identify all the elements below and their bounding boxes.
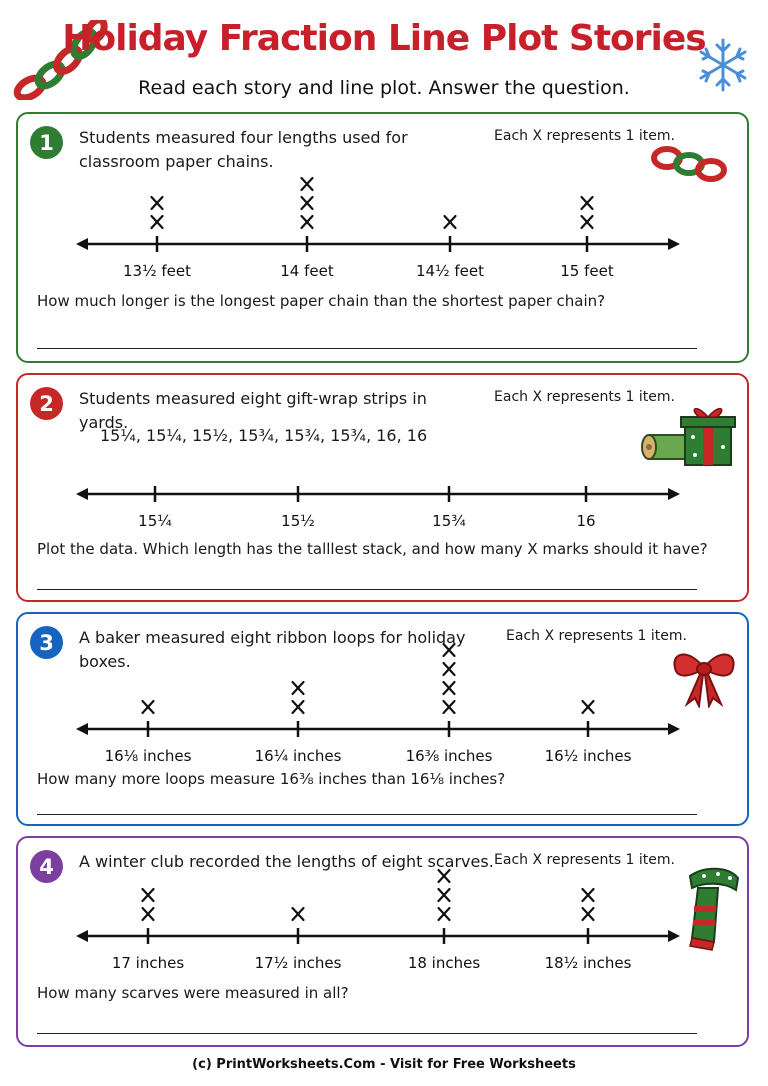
line-plot <box>18 114 751 365</box>
problem-story: A baker measured eight ribbon loops for holiday boxes. <box>79 628 466 671</box>
tick-label: 17 inches <box>111 954 185 972</box>
arrow-right <box>668 238 680 250</box>
arrow-right <box>668 488 680 500</box>
x-mark <box>152 216 163 228</box>
x-mark <box>583 701 594 713</box>
tick-label: 16½ inches <box>544 747 632 765</box>
problem-card-2 <box>16 373 749 602</box>
problem-number-badge: 2 <box>30 387 63 420</box>
x-mark <box>439 870 450 882</box>
tick-label: 16⅜ inches <box>405 747 493 765</box>
x-mark <box>445 216 456 228</box>
arrow-left <box>76 238 88 250</box>
tick-label: 15¾ <box>432 512 466 530</box>
tick-label: 16 <box>576 512 596 530</box>
x-mark <box>143 701 154 713</box>
problem-number-badge: 3 <box>30 626 63 659</box>
x-mark <box>444 682 455 694</box>
x-mark <box>302 216 313 228</box>
arrow-left <box>76 488 88 500</box>
answer-line[interactable] <box>37 814 697 815</box>
x-mark <box>583 908 594 920</box>
arrow-right <box>668 723 680 735</box>
x-mark <box>582 197 593 209</box>
tick-label: 18 inches <box>407 954 481 972</box>
problem-card-3 <box>16 612 749 826</box>
x-mark <box>293 682 304 694</box>
answer-line[interactable] <box>37 589 697 590</box>
line-plot <box>18 614 751 828</box>
problem-story: Students measured eight gift-wrap strips in yards. <box>79 389 427 432</box>
x-mark <box>143 908 154 920</box>
problem-number-badge: 1 <box>30 126 63 159</box>
x-mark <box>293 908 304 920</box>
plot-legend: Each X represents 1 item. <box>506 628 687 644</box>
problem-story: Students measured four lengths used for classroom paper chains. <box>79 128 408 171</box>
x-mark <box>302 178 313 190</box>
problem-number-badge: 4 <box>30 850 63 883</box>
plot-legend: Each X represents 1 item. <box>494 128 675 144</box>
problem-card-4 <box>16 836 749 1047</box>
x-mark <box>444 701 455 713</box>
problem-question: How much longer is the longest paper chain than the shortest paper chain? <box>37 292 606 310</box>
plot-legend: Each X represents 1 item. <box>494 389 675 405</box>
x-mark <box>444 663 455 675</box>
tick-label: 15½ <box>281 512 315 530</box>
tick-label: 17½ inches <box>254 954 342 972</box>
x-mark <box>152 197 163 209</box>
problem-question: Plot the data. Which length has the talllest stack, and how many X marks should it have? <box>37 540 708 558</box>
line-plot <box>18 375 751 604</box>
answer-line[interactable] <box>37 348 697 349</box>
tick-label: 16¼ inches <box>254 747 342 765</box>
problem-question: How many more loops measure 16⅜ inches than 16⅛ inches? <box>37 770 506 788</box>
page-title: Holiday Fraction Line Plot Stories <box>62 18 706 59</box>
problem-story: A winter club recorded the lengths of eight scarves. <box>79 852 494 871</box>
tick-label: 13½ feet <box>122 262 192 280</box>
x-mark <box>582 216 593 228</box>
x-mark <box>302 197 313 209</box>
x-mark <box>143 889 154 901</box>
problem-question: How many scarves were measured in all? <box>37 984 349 1002</box>
line-plot <box>18 838 751 1049</box>
tick-label: 16⅛ inches <box>104 747 192 765</box>
arrow-left <box>76 930 88 942</box>
footer-credit: (c) PrintWorksheets.Com - Visit for Free Worksheets <box>192 1057 576 1072</box>
tick-label: 14 feet <box>280 262 334 280</box>
arrow-left <box>76 723 88 735</box>
instructions: Read each story and line plot. Answer the question. <box>138 77 630 99</box>
arrow-right <box>668 930 680 942</box>
problem-card-1 <box>16 112 749 363</box>
x-mark <box>293 701 304 713</box>
answer-line[interactable] <box>37 1033 697 1034</box>
tick-label: 15 feet <box>560 262 614 280</box>
x-mark <box>439 889 450 901</box>
data-list: 15¼, 15¼, 15½, 15¾, 15¾, 15¾, 16, 16 <box>100 426 428 445</box>
tick-label: 18½ inches <box>544 954 632 972</box>
tick-label: 15¼ <box>138 512 172 530</box>
x-mark <box>583 889 594 901</box>
tick-label: 14½ feet <box>415 262 485 280</box>
x-mark <box>439 908 450 920</box>
plot-legend: Each X represents 1 item. <box>494 852 675 868</box>
x-mark <box>444 644 455 656</box>
